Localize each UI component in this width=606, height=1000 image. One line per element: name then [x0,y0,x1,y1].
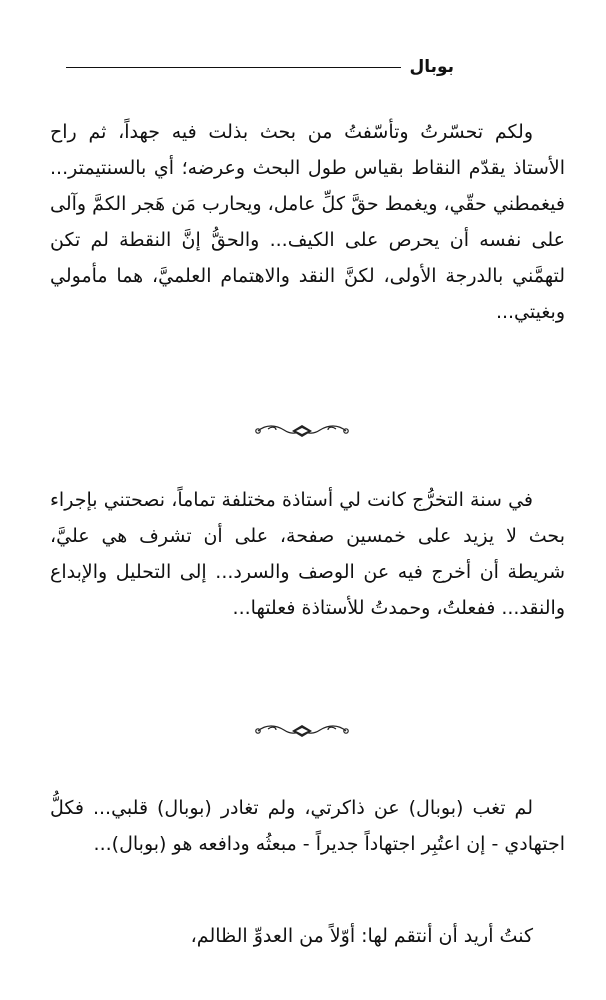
paragraph-4: كنتُ أريد أن أنتقم لها: أوّلاً من العدوِّ الظالم، [190,925,533,947]
running-title: بوبال [409,57,454,77]
header-rule [66,67,401,68]
paragraph-2: في سنة التخرُّج كانت لي أستاذة مختلفة تماماً، نصحتني بإجراء بحث لا يزيد على خمسين صفحة، على أن تشرف هي عليَّ، شريطة أن أخرج فيه عن الوصف والسرد... إلى التحليل والإبداع والنقد... ففعلتُ، وحمدتُ للأستاذة فعلتها... [50,489,565,619]
section-divider-ornament [254,421,350,441]
running-header [66,56,454,78]
paragraph-1: ولكم تحسّرتُ وتأسّفتُ من بحث بذلت فيه جهداً، ثم راح الأستاذ يقدّم النقاط بقياس طول البحث وعرضه؛ أي بالسنتيمتر... فيغمطني حقّي، ويغمط حقَّ كلِّ عامل، ويحارب مَن هَجر الكمَّ وآلى على نفسه أن يحرص على الكيف... والحقُّ إنَّ النقطة لم تكن لتهمَّني بالدرجة الأولى، لكنَّ النقد والاهتمام العلميَّ، هما مأمولي وبغيتي... [50,121,565,323]
paragraph-3: لم تغب (بوبال) عن ذاكرتي، ولم تغادر (بوبال) قلبي... فكلُّ اجتهادي - إن اعتُبِر اجتهاداً جديراً - مبعثُه ودافعه هو (بوبال)... [50,797,565,855]
section-divider-ornament [254,721,350,741]
